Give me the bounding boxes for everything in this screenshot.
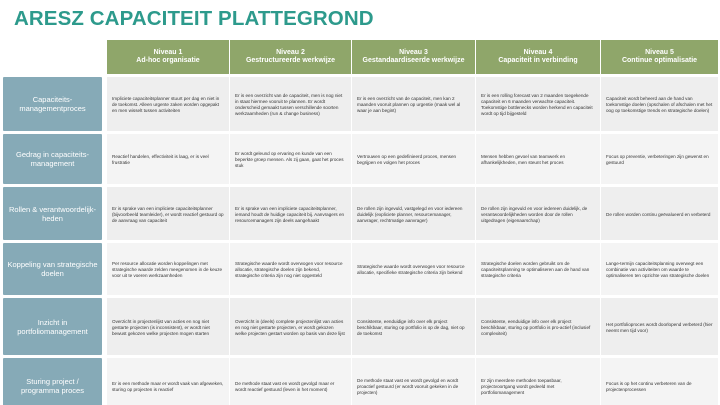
matrix-cell: Strategische waarde wordt overwogen voor resource allocatie, specifieke strategische criteria zijn bekend [351, 243, 475, 295]
header-level-name: Gestandaardiseerde werkwijze [362, 57, 465, 64]
header-level-name: Capaciteit in verbinding [498, 57, 578, 64]
matrix-cell: Overzicht in (deels) complete projectenlijst van acties en nog niet gestarte projecten, er wordt gekozen welke projecten gestart worden op basis van deze lijst [229, 298, 351, 355]
matrix-cell: De rollen zijn ingevuld, vastgelegd en voor iedereen duidelijk (expliciete planner, resourcemanager, aanvrager, rechtmatige aanvrager) [351, 187, 475, 240]
header-level-3 [351, 40, 475, 74]
matrix-cell: Impliciete capaciteitsplanner stuurt per dag en niet in de toekomst. Alleen urgente zaken worden opgepakt en men wisselt tussen activiteiten [106, 77, 229, 131]
matrix-cell: Er zijn meerdere methoden toepasbaar, projectvoortgang wordt gedeeld met portfoliomanagement [475, 358, 600, 405]
matrix-cell: Strategische waarde wordt overwogen voor resource allocatie, strategische doelen zijn bekend, strategische criteria zijn nog niet opgesteld [229, 243, 351, 295]
row-label-koppeling: Koppeling van strategische doelen [3, 243, 102, 295]
header-level-name: Continue optimalisatie [621, 57, 698, 64]
header-level-5 [600, 40, 718, 74]
matrix-cell: De methode staat vast en wordt gevolgd en wordt proactief gestuurd (er wordt vooruit gekeken in de projecten) [351, 358, 475, 405]
matrix-cell: Per resource allocatie worden koppelingen met strategische waarde zelden meegenomen in de keuze voor uit te voeren werkzaamheden [106, 243, 229, 295]
matrix-cell: Overzicht in projectenlijst van acties en nog niet gestarte projecten (is inconsistent), er wordt niet bewust gekozen welke projecten mogen starten [106, 298, 229, 355]
header-level-label: Niveau 3 [399, 49, 428, 56]
matrix-cell: Capaciteit wordt beheerd aan de hand van toekomstige doelen (opschalen of afschalen met het oog op toekomstige trends en strategische doelen) [600, 77, 718, 131]
row-label-sturing: Sturing project / programma proces [3, 358, 102, 405]
matrix-cell: Consistente, eenduidige info over elk project beschikbaar, sturing op portfolio is pro-actief (inclusief complexiteit) [475, 298, 600, 355]
matrix-cell: Er wordt geleund op ervaring en kunde van een beperkte groep mensen. Als zij gaan, gaat het proces stuk [229, 134, 351, 184]
matrix-cell: Strategische doelen worden gebruikt om de capaciteitsplanning te optimaliseren aan de hand van strategische criteria [475, 243, 600, 295]
matrix-cell: Er is sprake van een impliciete capaciteitsplanner, iemand houdt de huidige capaciteit bij. Aanvragers en resourcemanagers zijn deels aangehaakt [229, 187, 351, 240]
matrix-cell: Focus is op het continu verbeteren van de projectenprocessen [600, 358, 718, 405]
matrix-corner [3, 40, 106, 74]
matrix-cell: Mensen hebben gevoel van teamwerk en afhankelijkheden, men steunt het proces [475, 134, 600, 184]
matrix-cell: Lange-termijn capaciteitsplanning overwegt een combinatie van activiteiten om waarde te optimaliseren ten opzichte van strategische doelen [600, 243, 718, 295]
matrix-cell: Er is een methode maar er wordt vaak van afgeweken, sturing op projecten is reactief [106, 358, 229, 405]
page-title: ARESZ CAPACITEIT PLATTEGROND [14, 7, 374, 30]
row-label-rollen: Rollen & verantwoordelijk-heden [3, 187, 102, 240]
matrix-cell: Vertrouwen op een gedefinieerd proces, mensen begrijpen en volgen het proces [351, 134, 475, 184]
matrix-cell: Focus op preventie, verbeteringen zijn gewenst en gestuurd [600, 134, 718, 184]
header-level-label: Niveau 5 [645, 49, 674, 56]
header-level-label: Niveau 2 [276, 49, 305, 56]
header-level-1 [106, 40, 229, 74]
header-level-4 [475, 40, 600, 74]
header-level-2 [229, 40, 351, 74]
matrix-cell: De methode staat vast en wordt gevolgd maar er wordt reactief gestuurd (leven in het moment) [229, 358, 351, 405]
matrix-cell: Er is een overzicht van de capaciteit, men kan 2 maanden vooruit plannen op urgentie (maak wel al waar je aan begint) [351, 77, 475, 131]
matrix-cell: Consistente, eenduidige info over elk project beschikbaar, sturing op portfolio is op de dag, niet op de toekomst [351, 298, 475, 355]
matrix-cell: Het portfolioproces wordt doorlopend verbeterd (hier neemt men tijd voor) [600, 298, 718, 355]
header-level-name: Ad-hoc organisatie [136, 57, 200, 64]
capacity-matrix [3, 40, 718, 401]
matrix-cell: Reactief handelen, effectiviteit is laag, er is veel frustratie [106, 134, 229, 184]
matrix-cell: De rollen zijn ingevuld en voor iedereen duidelijk, de verantwoordelijkheden worden door de rollen uitgedragen (eigenaarschap) [475, 187, 600, 240]
header-level-label: Niveau 4 [523, 49, 553, 56]
header-level-label: Niveau 1 [153, 49, 183, 56]
row-label-gedrag: Gedrag in capaciteits-management [3, 134, 102, 184]
row-label-inzicht: Inzicht in portfoliomanagement [3, 298, 102, 355]
row-label-capaciteitsmanagementproces: Capaciteits-managementproces [3, 77, 102, 131]
matrix-cell: Er is sprake van een impliciete capaciteitsplanner (bijvoorbeeld teamleider), er wordt reactief gestuurd op de aanvraag van capaciteit [106, 187, 229, 240]
matrix-cell: Er is een overzicht van de capaciteit, men is nog niet in staat hiermee vooruit te plannen. Er wordt onderscheid gemaakt tussen verschillende soorten werkzaamheden (run & change business) [229, 77, 351, 131]
matrix-cell: De rollen worden continu geëvalueerd en verbeterd [600, 187, 718, 240]
header-level-name: Gestructureerde werkwijze [245, 57, 336, 64]
matrix-cell: Er is een rolling forecast van 2 maanden toegekende capaciteit en 6 maanden verwachte capaciteit. Toekomstige bottlenecks worden herkend en capaciteit wordt op tijd bijgesteld [475, 77, 600, 131]
